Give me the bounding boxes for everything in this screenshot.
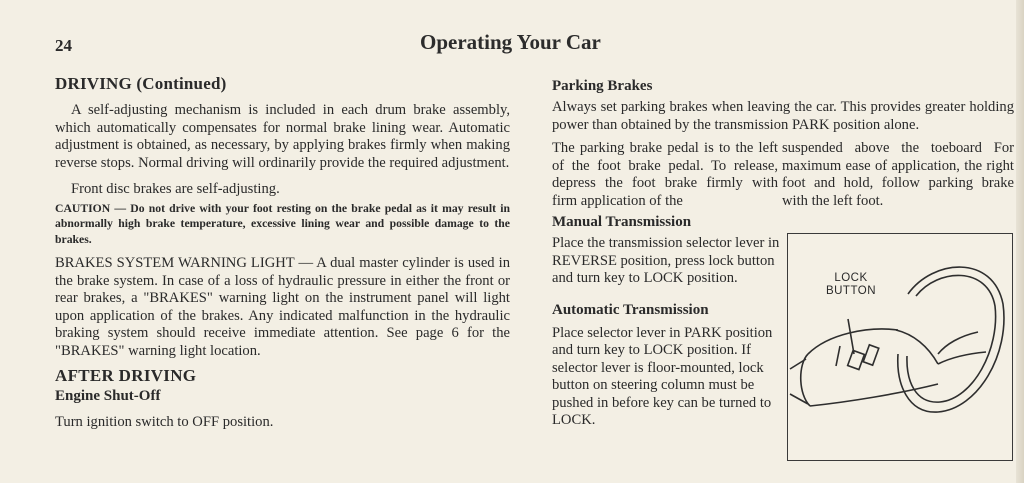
disc-brakes-paragraph: Front disc brakes are self-adjusting. xyxy=(71,181,280,197)
manual-transmission-paragraph: Place the transmission selector lever in REVERSE position, press lock button and turn key to LOCK position. xyxy=(552,235,780,286)
caution-paragraph: CAUTION — Do not drive with your foot resting on the brake pedal as it may result in abnormally high brake temperature, excessive lining wear and possible damage to the brakes. xyxy=(55,201,510,246)
warning-light-paragraph: BRAKES SYSTEM WARNING LIGHT — A dual master cylinder is used in the brake system. In case of a loss of hydraulic pressure in either the front or rear brakes, a "BRAKES" warning light on the instrument panel will light upon application of the brakes. Any indicated malfunction in the hydraulic braking system should receive immediate attention. See page 6 for the "BRAKES" warning light location. xyxy=(55,255,510,359)
steering-column-figure xyxy=(787,233,1013,461)
driving-continued-heading: DRIVING (Continued) xyxy=(55,74,227,93)
lock-button-label: LOCK BUTTON xyxy=(825,272,877,297)
automatic-transmission-paragraph: Place selector lever in PARK position and turn key to LOCK position. If selector lever is floor-mounted, lock button on steering column must be pushed in before key can be turned to LOCK. xyxy=(552,324,773,428)
page-number: 24 xyxy=(55,36,72,55)
parking-brakes-paragraph: Always set parking brakes when leaving the car. This provides greater holding power than obtained by the transmission PARK position alone. xyxy=(552,99,1014,133)
parking-brakes-col2: suspended above the toeboard For maximum ease of application, the right foot and hold, follow parking brake with the left foot. xyxy=(782,140,1014,209)
parking-brakes-heading: Parking Brakes xyxy=(552,78,653,94)
self-adjusting-paragraph: A self-adjusting mechanism is included in each drum brake assembly, which automatically compensates for normal brake lining wear. Automatic adjustment is obtained, as necessary, by applying brakes firmly when making reverse stops. Normal driving will ordinarily provide the required adjustment. xyxy=(55,102,510,171)
parking-brakes-two-column xyxy=(552,140,1014,210)
page-header-title: Operating Your Car xyxy=(420,30,601,54)
engine-shutoff-paragraph: Turn ignition switch to OFF position. xyxy=(55,414,274,430)
automatic-transmission-heading: Automatic Transmission xyxy=(552,301,709,318)
steering-wheel-icon xyxy=(788,234,1012,460)
engine-shutoff-heading: Engine Shut-Off xyxy=(55,388,161,404)
page-spine xyxy=(1016,0,1024,483)
left-column xyxy=(55,74,510,432)
after-driving-heading: AFTER DRIVING xyxy=(55,366,197,385)
transmission-text xyxy=(552,214,780,430)
parking-brakes-col1: The parking brake pedal is to the left of the foot brake pedal. To release, depress the foot brake firmly with firm application of the xyxy=(552,140,778,209)
manual-transmission-heading: Manual Transmission xyxy=(552,214,692,230)
